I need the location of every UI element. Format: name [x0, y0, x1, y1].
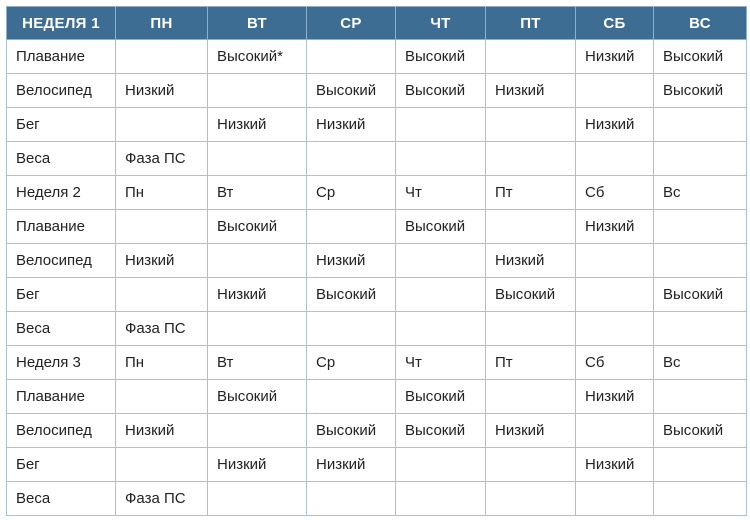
table-cell — [654, 244, 747, 278]
table-cell — [576, 312, 654, 346]
table-cell: Фаза ПС — [116, 482, 208, 516]
table-cell: Высокий — [396, 210, 486, 244]
table-cell: Низкий — [116, 74, 208, 108]
day-label: Ср — [307, 176, 396, 210]
table-cell — [576, 278, 654, 312]
table-row — [7, 40, 747, 74]
table-cell — [116, 278, 208, 312]
activity-label: Велосипед — [7, 74, 116, 108]
table-cell: Низкий — [307, 108, 396, 142]
table-cell — [208, 74, 307, 108]
table-cell — [396, 312, 486, 346]
table-cell: Низкий — [208, 108, 307, 142]
activity-label: Бег — [7, 278, 116, 312]
day-label: Пт — [486, 346, 576, 380]
activity-label: Веса — [7, 482, 116, 516]
table-row — [7, 448, 747, 482]
day-label: Вс — [654, 346, 747, 380]
table-cell — [654, 210, 747, 244]
table-cell: Низкий — [576, 40, 654, 74]
table-cell: Высокий — [396, 74, 486, 108]
table-cell — [208, 142, 307, 176]
table-cell — [576, 74, 654, 108]
table-cell: Высокий — [307, 414, 396, 448]
table-cell — [307, 210, 396, 244]
table-cell — [486, 210, 576, 244]
table-cell: Высокий — [307, 278, 396, 312]
table-cell — [208, 312, 307, 346]
header-week-1: НЕДЕЛЯ 1 — [7, 7, 116, 40]
table-cell — [576, 414, 654, 448]
week-3-label-row — [7, 346, 747, 380]
header-wed: СР — [307, 7, 396, 40]
table-row — [7, 108, 747, 142]
table-row — [7, 482, 747, 516]
table-row — [7, 380, 747, 414]
table-cell: Высокий — [208, 210, 307, 244]
table-cell — [654, 312, 747, 346]
table-cell — [576, 482, 654, 516]
table-cell — [116, 108, 208, 142]
day-label: Пт — [486, 176, 576, 210]
table-cell — [396, 448, 486, 482]
table-cell — [486, 482, 576, 516]
table-cell: Фаза ПС — [116, 312, 208, 346]
table-cell — [396, 482, 486, 516]
table-cell: Низкий — [486, 74, 576, 108]
table-cell: Низкий — [208, 278, 307, 312]
day-label: Пн — [116, 346, 208, 380]
table-cell — [486, 108, 576, 142]
table-cell — [208, 244, 307, 278]
table-cell: Низкий — [576, 108, 654, 142]
table-cell: Высокий* — [208, 40, 307, 74]
table-header-row — [7, 7, 747, 40]
table-cell — [396, 278, 486, 312]
training-schedule-table — [6, 6, 747, 516]
table-cell — [396, 244, 486, 278]
table-cell — [116, 40, 208, 74]
table-cell: Высокий — [654, 74, 747, 108]
table-cell — [307, 380, 396, 414]
table-cell: Высокий — [396, 40, 486, 74]
header-thu: ЧТ — [396, 7, 486, 40]
table-cell — [486, 448, 576, 482]
table-row — [7, 142, 747, 176]
table-row — [7, 74, 747, 108]
table-cell: Низкий — [307, 448, 396, 482]
table-cell: Высокий — [396, 380, 486, 414]
table-cell — [208, 414, 307, 448]
table-cell — [307, 142, 396, 176]
activity-label: Плавание — [7, 380, 116, 414]
day-label: Пн — [116, 176, 208, 210]
activity-label: Велосипед — [7, 244, 116, 278]
table-cell: Низкий — [486, 414, 576, 448]
table-cell: Высокий — [396, 414, 486, 448]
header-tue: ВТ — [208, 7, 307, 40]
table-cell — [307, 482, 396, 516]
table-cell: Низкий — [208, 448, 307, 482]
table-cell — [486, 142, 576, 176]
day-label: Чт — [396, 346, 486, 380]
day-label: Ср — [307, 346, 396, 380]
day-label: Вт — [208, 346, 307, 380]
table-cell: Высокий — [486, 278, 576, 312]
activity-label: Велосипед — [7, 414, 116, 448]
header-sun: ВС — [654, 7, 747, 40]
table-cell: Низкий — [116, 414, 208, 448]
table-row — [7, 414, 747, 448]
day-label: Вс — [654, 176, 747, 210]
day-label: Сб — [576, 176, 654, 210]
table-row — [7, 278, 747, 312]
table-row — [7, 312, 747, 346]
table-cell: Высокий — [654, 278, 747, 312]
table-cell — [208, 482, 307, 516]
table-cell — [396, 142, 486, 176]
day-label: Чт — [396, 176, 486, 210]
activity-label: Веса — [7, 312, 116, 346]
week-label: Неделя 3 — [7, 346, 116, 380]
table-cell: Низкий — [116, 244, 208, 278]
activity-label: Веса — [7, 142, 116, 176]
table-cell: Фаза ПС — [116, 142, 208, 176]
table-cell: Высокий — [654, 414, 747, 448]
header-mon: ПН — [116, 7, 208, 40]
table-cell — [654, 108, 747, 142]
week-label: Неделя 2 — [7, 176, 116, 210]
activity-label: Бег — [7, 108, 116, 142]
table-cell: Низкий — [576, 448, 654, 482]
table-cell: Высокий — [654, 40, 747, 74]
table-cell — [654, 448, 747, 482]
table-cell — [307, 40, 396, 74]
table-cell — [654, 380, 747, 414]
table-cell — [486, 40, 576, 74]
table-cell — [576, 244, 654, 278]
activity-label: Бег — [7, 448, 116, 482]
table-cell: Высокий — [208, 380, 307, 414]
table-cell — [486, 312, 576, 346]
activity-label: Плавание — [7, 40, 116, 74]
table-cell — [486, 380, 576, 414]
table-cell: Низкий — [486, 244, 576, 278]
table-cell: Низкий — [576, 380, 654, 414]
header-sat: СБ — [576, 7, 654, 40]
table-row — [7, 210, 747, 244]
table-cell: Низкий — [576, 210, 654, 244]
table-cell — [396, 108, 486, 142]
table-row — [7, 244, 747, 278]
table-cell — [307, 312, 396, 346]
table-cell — [576, 142, 654, 176]
table-cell — [654, 482, 747, 516]
table-cell — [116, 380, 208, 414]
table-cell: Низкий — [307, 244, 396, 278]
table-cell — [116, 210, 208, 244]
day-label: Сб — [576, 346, 654, 380]
table-cell — [654, 142, 747, 176]
table-cell — [116, 448, 208, 482]
day-label: Вт — [208, 176, 307, 210]
table-cell: Высокий — [307, 74, 396, 108]
activity-label: Плавание — [7, 210, 116, 244]
week-2-label-row — [7, 176, 747, 210]
header-fri: ПТ — [486, 7, 576, 40]
